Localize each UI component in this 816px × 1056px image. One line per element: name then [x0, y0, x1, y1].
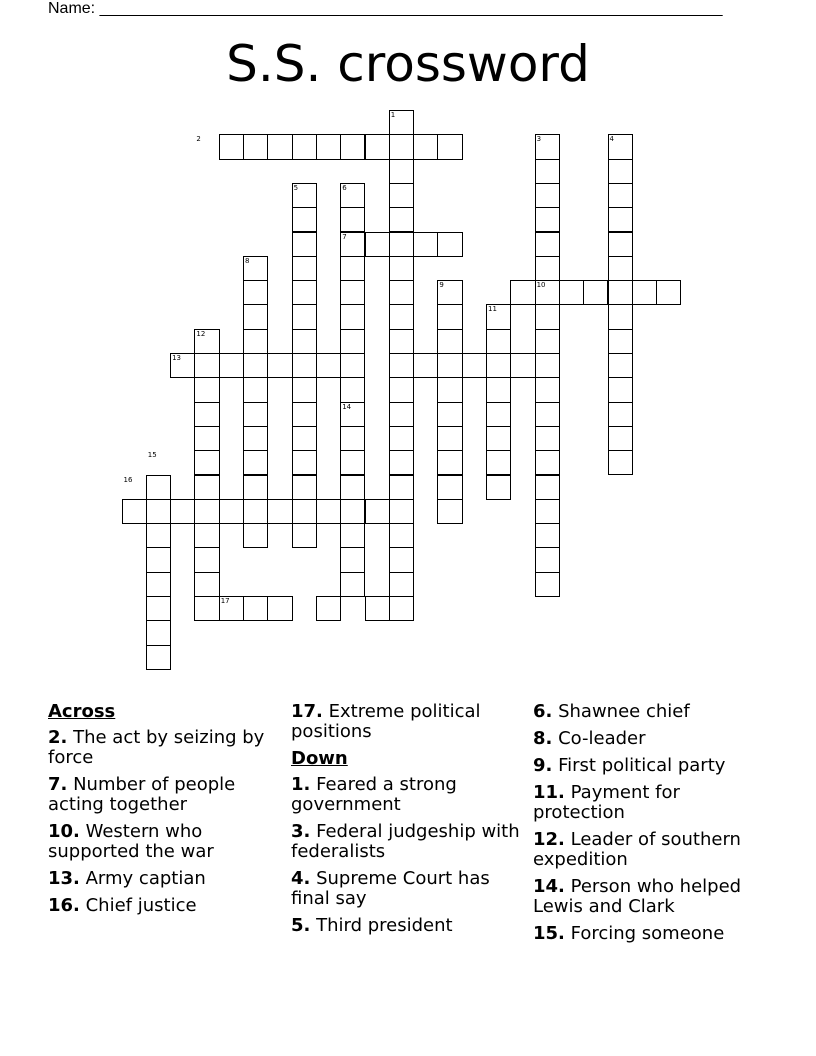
clue-number: 3 [536, 135, 542, 144]
crossword-cell[interactable] [608, 280, 633, 305]
crossword-cell[interactable] [413, 232, 438, 257]
crossword-cell[interactable] [292, 329, 317, 354]
clue-item-number: 2. [48, 727, 68, 748]
crossword-cell[interactable] [194, 572, 219, 597]
crossword-cell[interactable] [535, 304, 560, 329]
crossword-cell[interactable] [389, 232, 414, 257]
crossword-cell[interactable] [462, 353, 487, 378]
clue-item [291, 702, 521, 742]
clue-section-heading: Across [48, 701, 116, 722]
crossword-cell[interactable] [437, 450, 462, 475]
crossword-cell[interactable] [292, 134, 317, 159]
crossword-cell[interactable] [535, 402, 560, 427]
clue-item-number: 8. [533, 728, 553, 749]
crossword-cell[interactable] [292, 207, 317, 232]
clue-item [291, 822, 521, 862]
clue-item [48, 775, 278, 815]
crossword-cell[interactable] [608, 426, 633, 451]
crossword-cell[interactable] [146, 596, 171, 621]
crossword-cell[interactable] [243, 475, 268, 500]
crossword-cell[interactable] [316, 499, 341, 524]
clue-number: 11 [488, 305, 497, 314]
crossword-cell[interactable] [146, 547, 171, 572]
crossword-cell[interactable] [389, 134, 414, 159]
crossword-cell[interactable] [437, 134, 462, 159]
crossword-cell[interactable] [243, 499, 268, 524]
clue-item [533, 924, 763, 944]
crossword-cell[interactable] [535, 329, 560, 354]
crossword-cell[interactable] [292, 450, 317, 475]
clue-item-number: 7. [48, 774, 68, 795]
clue-item-number: 15. [533, 923, 565, 944]
clue-item-number: 9. [533, 755, 553, 776]
clue-number: 4 [609, 135, 614, 144]
clue-number: 13 [172, 354, 182, 362]
crossword-cell[interactable] [170, 499, 195, 524]
crossword-cell[interactable] [389, 207, 414, 232]
clue-item-text: Shawnee chief [552, 701, 690, 722]
crossword-cell[interactable] [292, 523, 317, 548]
clue-item [533, 756, 763, 776]
crossword-cell[interactable] [608, 329, 633, 354]
clue-item [533, 877, 763, 917]
clue-item-text: Number of people acting together [48, 774, 236, 815]
crossword-cell[interactable] [292, 426, 317, 451]
crossword-cell[interactable] [194, 523, 219, 548]
crossword-cell[interactable] [194, 426, 219, 451]
crossword-cell[interactable] [389, 572, 414, 597]
crossword-cell[interactable] [243, 523, 268, 548]
crossword-cell[interactable] [340, 523, 365, 548]
crossword-cell[interactable] [267, 499, 292, 524]
clue-number: 17 [220, 597, 230, 605]
crossword-cell[interactable] [486, 377, 511, 402]
crossword-cell[interactable] [340, 572, 365, 597]
crossword-cell[interactable] [340, 304, 365, 329]
clue-item-text: Person who helped Lewis and Clark [533, 876, 742, 917]
clue-number: 7 [342, 232, 347, 241]
crossword-cell[interactable] [243, 280, 268, 305]
crossword-cell[interactable] [243, 304, 268, 329]
crossword-cell[interactable] [122, 499, 147, 524]
crossword-cell[interactable] [656, 280, 681, 305]
crossword-cell[interactable] [340, 329, 365, 354]
clue-item-text: Extreme political positions [291, 701, 481, 742]
crossword-cell[interactable] [389, 450, 414, 475]
crossword-cell[interactable] [292, 304, 317, 329]
clue-item-text: Army captian [79, 868, 206, 889]
crossword-cell[interactable] [194, 450, 219, 475]
crossword-cell[interactable] [535, 159, 560, 184]
crossword-cell[interactable] [608, 256, 633, 281]
clue-item-number: 3. [291, 821, 311, 842]
crossword-cell[interactable] [243, 402, 268, 427]
crossword-cell[interactable] [243, 596, 268, 621]
crossword-cell[interactable] [535, 475, 560, 500]
crossword-cell[interactable] [194, 475, 219, 500]
crossword-cell[interactable] [292, 402, 317, 427]
crossword-cell[interactable] [608, 402, 633, 427]
crossword-cell[interactable] [194, 377, 219, 402]
crossword-cell[interactable] [389, 377, 414, 402]
clue-item [533, 729, 763, 749]
clue-number: 2 [196, 135, 201, 144]
crossword-cell[interactable] [267, 134, 292, 159]
crossword-cell[interactable] [219, 353, 244, 378]
crossword-cell[interactable] [146, 620, 171, 645]
crossword-cell[interactable] [194, 353, 219, 378]
clue-item-text: Federal judgeship with federalists [291, 821, 520, 862]
clue-item-text: Western who supported the war [48, 821, 214, 862]
crossword-cell[interactable] [389, 280, 414, 305]
clues-column-1 [48, 702, 278, 923]
clue-number: 5 [293, 183, 299, 192]
crossword-cell[interactable] [486, 353, 511, 378]
crossword-cell[interactable] [389, 547, 414, 572]
crossword-cell[interactable] [559, 280, 584, 305]
clue-item [48, 728, 278, 768]
crossword-cell[interactable] [389, 183, 414, 208]
crossword-cell[interactable] [340, 280, 365, 305]
crossword-cell[interactable] [243, 450, 268, 475]
crossword-cell[interactable] [437, 475, 462, 500]
crossword-cell[interactable] [243, 329, 268, 354]
crossword-cell[interactable] [219, 499, 244, 524]
clue-number: 8 [245, 256, 250, 265]
crossword-cell[interactable] [389, 353, 414, 378]
crossword-cell[interactable] [535, 499, 560, 524]
crossword-cell[interactable] [194, 402, 219, 427]
crossword-cell[interactable] [437, 377, 462, 402]
clue-item-number: 4. [291, 868, 311, 889]
crossword-cell[interactable] [535, 256, 560, 281]
clue-item-text: Leader of southern expedition [533, 829, 741, 870]
crossword-cell[interactable] [365, 596, 390, 621]
crossword-cell[interactable] [292, 377, 317, 402]
crossword-cell[interactable] [535, 523, 560, 548]
crossword-cell[interactable] [608, 183, 633, 208]
crossword-cell[interactable] [389, 304, 414, 329]
clue-item [291, 869, 521, 909]
crossword-cell[interactable] [486, 475, 511, 500]
clues-column-2 [291, 702, 521, 943]
crossword-cell[interactable] [437, 232, 462, 257]
crossword-cell[interactable] [535, 232, 560, 257]
crossword-cell[interactable] [535, 450, 560, 475]
crossword-cell[interactable] [535, 426, 560, 451]
page-title: S.S. crossword [226, 35, 590, 93]
clue-item [291, 775, 521, 815]
crossword-cell[interactable] [583, 280, 608, 305]
crossword-cell[interactable] [340, 256, 365, 281]
crossword-cell[interactable] [437, 499, 462, 524]
clue-number: 9 [439, 281, 444, 290]
name-field-label: Name: ______________________________________________________________________ [48, 0, 723, 17]
crossword-cell[interactable] [243, 353, 268, 378]
crossword-cell[interactable] [194, 499, 219, 524]
clue-item-text: First political party [552, 755, 726, 776]
crossword-cell[interactable] [486, 402, 511, 427]
crossword-cell[interactable] [437, 329, 462, 354]
crossword-cell[interactable] [535, 183, 560, 208]
crossword-cell[interactable] [340, 450, 365, 475]
crossword-cell[interactable] [340, 353, 365, 378]
crossword-cell[interactable] [219, 134, 244, 159]
crossword-cell[interactable] [340, 547, 365, 572]
crossword-cell[interactable] [194, 547, 219, 572]
clue-item-text: Co-leader [552, 728, 646, 749]
clue-item [533, 783, 763, 823]
crossword-cell[interactable] [413, 353, 438, 378]
clue-item [533, 830, 763, 870]
clue-number: 16 [123, 475, 133, 484]
crossword-cell[interactable] [292, 499, 317, 524]
crossword-cell[interactable] [389, 596, 414, 621]
crossword-cell[interactable] [389, 499, 414, 524]
crossword-cell[interactable] [413, 134, 438, 159]
clue-item [48, 896, 278, 916]
crossword-cell[interactable] [340, 207, 365, 232]
crossword-cell[interactable] [389, 475, 414, 500]
clue-item-number: 6. [533, 701, 553, 722]
crossword-cell[interactable] [243, 134, 268, 159]
clue-item-number: 14. [533, 876, 565, 897]
clue-number: 6 [342, 183, 347, 192]
crossword-cell[interactable] [243, 377, 268, 402]
clue-item-number: 16. [48, 895, 80, 916]
crossword-cell[interactable] [608, 232, 633, 257]
crossword-cell[interactable] [535, 547, 560, 572]
crossword-cell[interactable] [292, 280, 317, 305]
clue-section-heading: Down [291, 748, 348, 769]
clue-number: 1 [390, 111, 396, 119]
clue-item-number: 13. [48, 868, 80, 889]
crossword-cell[interactable] [365, 232, 390, 257]
crossword-cell[interactable] [292, 353, 317, 378]
crossword-cell[interactable] [389, 523, 414, 548]
clue-item-number: 12. [533, 829, 565, 850]
crossword-cell[interactable] [608, 353, 633, 378]
crossword-cell[interactable] [340, 475, 365, 500]
crossword-cell[interactable] [340, 377, 365, 402]
crossword-cell[interactable] [146, 645, 171, 670]
crossword-cell[interactable] [292, 475, 317, 500]
crossword-cell[interactable] [146, 475, 171, 500]
clue-item-text: The act by seizing by force [48, 727, 265, 768]
crossword-cell[interactable] [437, 304, 462, 329]
crossword-cell[interactable] [267, 596, 292, 621]
clue-item [48, 822, 278, 862]
crossword-cell[interactable] [389, 256, 414, 281]
crossword-cell[interactable] [486, 329, 511, 354]
crossword-cell[interactable] [316, 134, 341, 159]
crossword-cell[interactable] [316, 353, 341, 378]
crossword-cell[interactable] [389, 402, 414, 427]
clue-item-number: 10. [48, 821, 80, 842]
clue-number: 15 [147, 451, 157, 460]
clue-number: 14 [342, 402, 352, 411]
crossword-cell[interactable] [535, 377, 560, 402]
clue-item-text: Feared a strong government [291, 774, 457, 815]
crossword-cell[interactable] [608, 377, 633, 402]
clue-item [48, 869, 278, 889]
crossword-cell[interactable] [340, 499, 365, 524]
crossword-cell[interactable] [510, 353, 535, 378]
clues-column-3 [533, 702, 763, 951]
clue-item [533, 702, 763, 722]
crossword-cell[interactable] [535, 572, 560, 597]
crossword-cell[interactable] [437, 426, 462, 451]
crossword-cell[interactable] [146, 499, 171, 524]
crossword-cell[interactable] [608, 304, 633, 329]
clue-item-text: Chief justice [79, 895, 197, 916]
crossword-cell[interactable] [608, 159, 633, 184]
crossword-cell[interactable] [340, 134, 365, 159]
crossword-cell[interactable] [437, 353, 462, 378]
clue-number: 12 [196, 329, 206, 338]
clue-item-text: Third president [310, 915, 453, 936]
clue-item-text: Payment for protection [533, 782, 680, 823]
clue-item-text: Supreme Court has final say [291, 868, 490, 909]
clue-item-number: 17. [291, 701, 323, 722]
crossword-cell[interactable] [340, 426, 365, 451]
crossword-cell[interactable] [608, 450, 633, 475]
crossword-cell[interactable] [316, 596, 341, 621]
crossword-cell[interactable] [608, 207, 633, 232]
crossword-cell[interactable] [389, 159, 414, 184]
crossword-cell[interactable] [632, 280, 657, 305]
crossword-cell[interactable] [243, 426, 268, 451]
crossword-cell[interactable] [292, 256, 317, 281]
crossword-cell[interactable] [389, 426, 414, 451]
clue-item-number: 5. [291, 915, 311, 936]
crossword-cell[interactable] [194, 596, 219, 621]
crossword-cell[interactable] [267, 353, 292, 378]
crossword-cell[interactable] [486, 426, 511, 451]
crossword-cell[interactable] [389, 329, 414, 354]
crossword-cell[interactable] [146, 572, 171, 597]
crossword-cell[interactable] [510, 280, 535, 305]
crossword-cell[interactable] [437, 402, 462, 427]
crossword-cell[interactable] [486, 450, 511, 475]
clue-item-number: 11. [533, 782, 565, 803]
clue-item [291, 916, 521, 936]
crossword-cell[interactable] [365, 499, 390, 524]
clue-item-text: Forcing someone [564, 923, 725, 944]
clue-item-number: 1. [291, 774, 311, 795]
crossword-cell[interactable] [365, 134, 390, 159]
crossword-cell[interactable] [292, 232, 317, 257]
crossword-cell[interactable] [535, 207, 560, 232]
clue-number: 10 [536, 281, 546, 290]
crossword-cell[interactable] [146, 523, 171, 548]
crossword-cell[interactable] [535, 353, 560, 378]
